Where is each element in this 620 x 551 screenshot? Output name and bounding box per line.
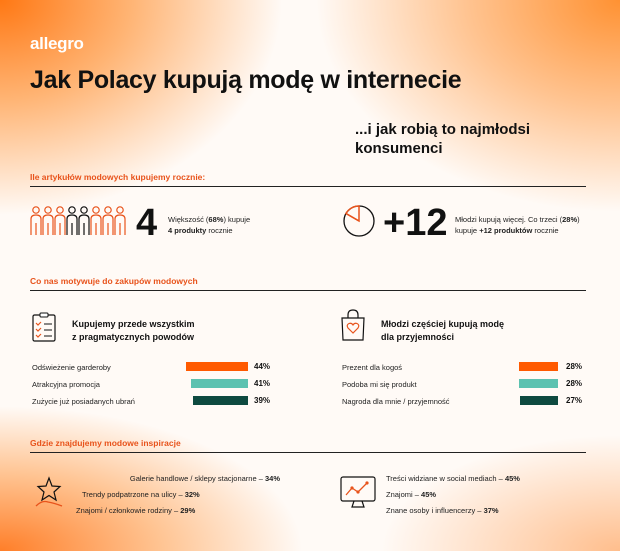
shopping-bag-heart-icon	[340, 309, 366, 341]
purchases-description-all: Większość (68%) kupuje 4 produkty rocznie	[168, 215, 251, 235]
inspiration-item: Galerie handlowe / sklepy stacjonarne – 34%	[129, 474, 280, 483]
inspiration-list-all	[60, 474, 280, 519]
checklist-icon	[32, 312, 56, 342]
section-divider	[30, 186, 586, 187]
bar-label: Odświeżenie garderoby	[32, 363, 111, 372]
bar-value: 28%	[566, 379, 583, 388]
inspiration-item: Znajomi – 45%	[386, 490, 437, 499]
section-heading-motivation: Co nas motywuje do zakupów modowych	[30, 276, 198, 286]
bar-like-product	[519, 379, 558, 388]
bar-label: Nagroda dla mnie / przyjemność	[342, 397, 450, 406]
bar-value: 39%	[254, 396, 271, 405]
bar-gift	[519, 362, 558, 371]
section-heading-purchases: Ile artykułów modowych kupujemy rocznie:	[30, 172, 206, 182]
bar-value: 28%	[566, 362, 583, 371]
section-divider	[30, 290, 586, 291]
motivation-title-all: Kupujemy przede wszystkim z pragmatycznych powodów	[72, 319, 195, 342]
inspiration-item: Znane osoby i influencerzy – 37%	[386, 506, 499, 515]
motivation-bars-young	[340, 361, 590, 409]
people-row-icon	[30, 205, 126, 239]
inspiration-item: Treści widziane w social mediach – 45%	[386, 474, 520, 483]
inspiration-item: Trendy podpatrzone na ulicy – 32%	[82, 490, 200, 499]
inspiration-item: Znajomi / członkowie rodziny – 29%	[76, 506, 196, 515]
bar-worn-out	[193, 396, 248, 405]
purchases-description-young: Młodzi kupują więcej. Co trzeci (28%) kupuje +12 produktów rocznie	[455, 215, 580, 235]
motivation-bars-all	[30, 361, 280, 409]
section-divider	[30, 452, 586, 453]
pie-chart-icon	[342, 204, 376, 238]
purchases-count-young: +12	[383, 202, 448, 244]
bar-value: 27%	[566, 396, 583, 405]
bar-label: Prezent dla kogoś	[342, 363, 403, 372]
page-subtitle: ...i jak robią to najmłodsi konsumenci	[355, 121, 531, 157]
bar-label: Atrakcyjna promocja	[32, 380, 100, 389]
page-title: Jak Polacy kupują modę w internecie	[30, 66, 462, 94]
bar-value: 41%	[254, 379, 271, 388]
bar-label: Zużycie już posiadanych ubrań	[32, 397, 135, 406]
purchases-count-all: 4	[136, 202, 158, 244]
bar-promotion	[191, 379, 248, 388]
bar-reward	[520, 396, 558, 405]
motivation-title-young: Młodzi częściej kupują modę dla przyjemności	[381, 319, 505, 342]
bar-value: 44%	[254, 362, 271, 371]
section-heading-inspiration: Gdzie znajdujemy modowe inspiracje	[30, 438, 181, 448]
brand-logo: allegro	[30, 34, 84, 53]
bar-label: Podoba mi się produkt	[342, 380, 417, 389]
inspiration-list-young	[386, 474, 586, 519]
bar-refresh-wardrobe	[186, 362, 248, 371]
monitor-chart-icon	[340, 476, 376, 510]
